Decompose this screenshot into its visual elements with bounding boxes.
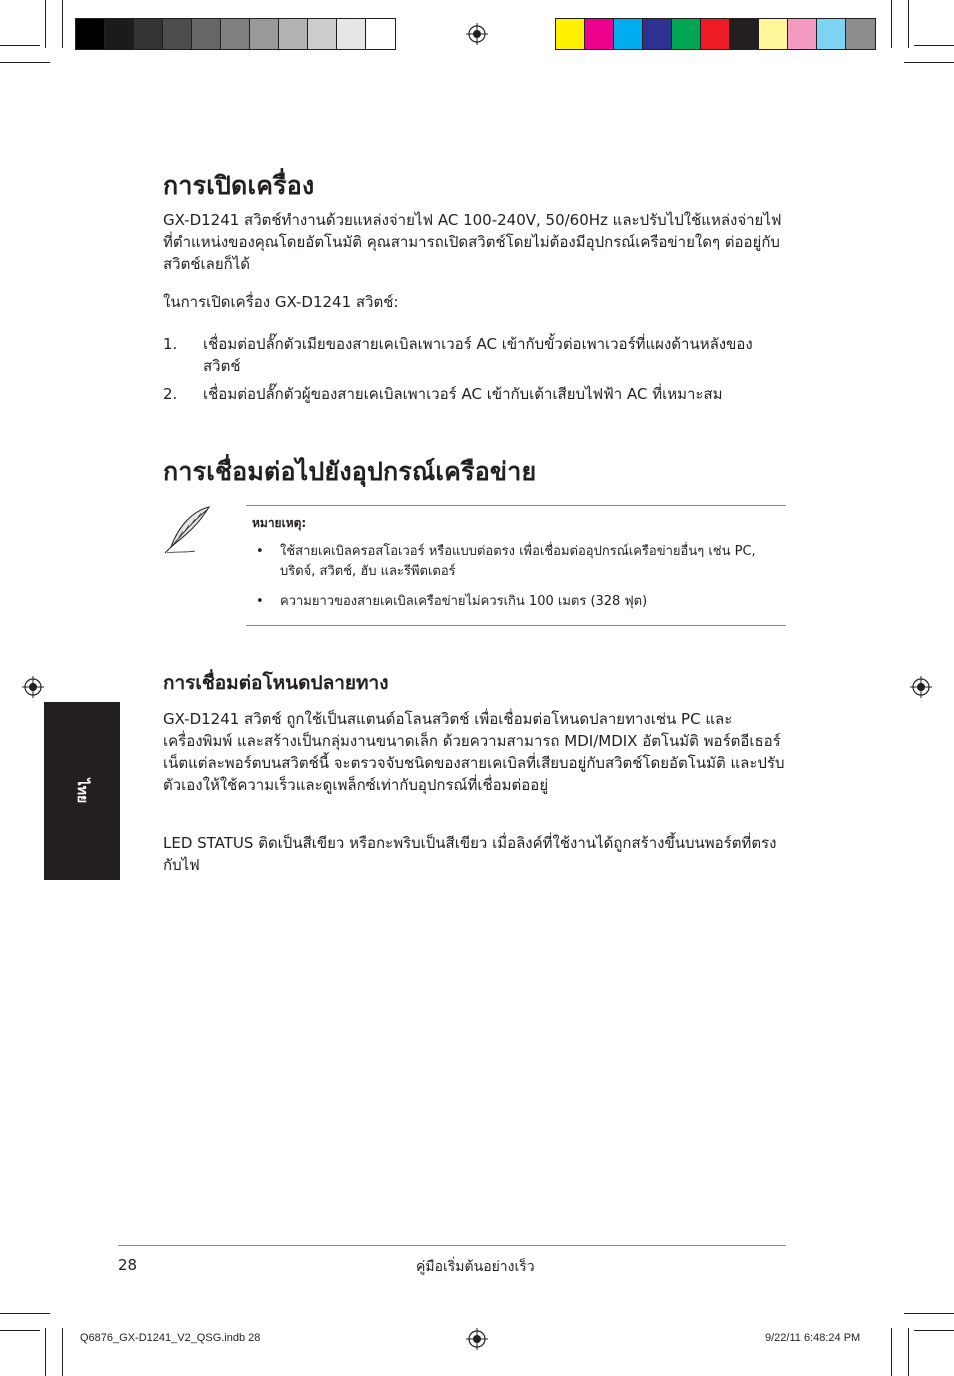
color-swatch: [672, 19, 701, 49]
crop-mark: [0, 1313, 50, 1314]
intro-paragraph: GX-D1241 สวิตช์ทำงานด้วยแหล่งจ่ายไฟ AC 100-240V, 50/60Hz และปรับไปใช้แหล่งจ่ายไฟที่ตำแหน่งของคุณโดยอัตโนมัติ คุณสามารถเปิดสวิตช์โดยไม่ต้องมีอุปกรณ์เครือข่ายใดๆ ต่ออยู่กับสวิตช์เลยก็ได้: [163, 211, 782, 273]
crop-mark: [904, 62, 954, 63]
note-item: [252, 592, 782, 612]
language-side-tab: [44, 702, 120, 880]
crop-mark: [0, 45, 40, 46]
color-swatch: [643, 19, 672, 49]
color-swatch: [337, 19, 366, 49]
power-on-intro: [163, 209, 786, 275]
crop-mark: [908, 1328, 909, 1376]
registration-mark-icon: [466, 23, 488, 45]
crop-mark: [891, 1328, 892, 1376]
crop-mark: [45, 0, 46, 48]
crop-mark: [908, 0, 909, 48]
bullet: •: [256, 594, 264, 609]
lead-paragraph: ในการเปิดเครื่อง GX-D1241 สวิตช์:: [163, 293, 399, 311]
color-swatch: [730, 19, 759, 49]
crop-mark: [0, 1330, 40, 1331]
registration-mark-icon: [22, 676, 44, 698]
registration-mark-icon: [910, 676, 932, 698]
color-swatch: [308, 19, 337, 49]
power-on-lead: [163, 291, 786, 313]
crop-mark: [904, 1313, 954, 1314]
step-number: 1.: [163, 335, 178, 353]
crop-mark: [0, 62, 50, 63]
body-paragraph: GX-D1241 สวิตช์ ถูกใช้เป็นสแตนด์อโลนสวิตช์ เพื่อเชื่อมต่อโหนดปลายทางเช่น PC และเครื่องพิมพ์ และสร้างเป็นกลุ่มงานขนาดเล็ก ด้วยความสามารถ MDI/MDIX อัตโนมัติ พอร์ตอีเธอร์เน็ตแต่ละพอร์ตบนสวิตช์นี้ จะตรวจจับชนิดของสายเคเบิลที่เสียบอยู่กับสวิตช์โดยอัตโนมัติ และปรับตัวเองให้ใช้ความเร็วและดูเพล็กซ์เท่ากับอุปกรณ์ที่เชื่อมต่ออยู่: [163, 710, 785, 794]
note-title: หมายเหตุ:: [252, 516, 307, 530]
color-swatch: [192, 19, 221, 49]
note-text: ใช้สายเคเบิลครอสโอเวอร์ หรือแบบต่อตรง เพื่อเชื่อมต่ออุปกรณ์เครือข่ายอื่นๆ เช่น PC, บริดจ์, สวิตช์, ฮับ และรีพีตเตอร์: [280, 544, 756, 579]
color-swatch: [788, 19, 817, 49]
step-text: เชื่อมต่อปลั๊กตัวผู้ของสายเคเบิลเพาเวอร์ AC เข้ากับเต้าเสียบไฟฟ้า AC ที่เหมาะสม: [203, 385, 723, 403]
crop-mark: [914, 1330, 954, 1331]
color-swatch: [846, 19, 875, 49]
color-swatch: [585, 19, 614, 49]
led-status-paragraph: [163, 832, 786, 876]
bullet: •: [256, 544, 264, 559]
grayscale-bar: [75, 18, 396, 50]
feather-pen-icon: [163, 503, 215, 555]
color-swatch: [759, 19, 788, 49]
color-swatch: [76, 19, 105, 49]
note-text: ความยาวของสายเคเบิลเครือข่ายไม่ควรเกิน 100 เมตร (328 ฟุต): [280, 594, 648, 609]
note-box: [246, 505, 786, 626]
crop-mark: [45, 1328, 46, 1376]
color-swatch: [614, 19, 643, 49]
registration-mark-icon: [466, 1328, 488, 1350]
color-swatch: [366, 19, 395, 49]
section-network: [163, 452, 786, 492]
side-tab-label: ไทย: [74, 778, 90, 804]
crop-mark: [914, 45, 954, 46]
color-swatch: [701, 19, 730, 49]
color-swatch: [279, 19, 308, 49]
note-item: [252, 542, 782, 582]
slug-file-name: Q6876_GX-D1241_V2_QSG.indb 28: [80, 1332, 261, 1344]
step-item: [163, 383, 786, 405]
footer-rule: [118, 1245, 786, 1246]
color-swatch: [556, 19, 585, 49]
color-bar: [555, 18, 876, 50]
end-nodes-paragraph: [163, 708, 786, 796]
crop-mark: [62, 1328, 63, 1376]
color-swatch: [221, 19, 250, 49]
slug-date: 9/22/11 6:48:24 PM: [765, 1332, 861, 1344]
footer-title: คู่มือเริ่มต้นอย่างเร็ว: [416, 1259, 535, 1275]
power-on-steps: [163, 333, 786, 405]
color-swatch: [134, 19, 163, 49]
step-number: 2.: [163, 385, 178, 403]
page-number: 28: [118, 1256, 138, 1274]
subsection-end-nodes: [163, 668, 786, 698]
color-swatch: [250, 19, 279, 49]
crop-mark: [62, 0, 63, 48]
subsection-title: การเชื่อมต่อโหนดปลายทาง: [163, 672, 389, 694]
section-power-on: [163, 166, 786, 206]
color-swatch: [105, 19, 134, 49]
step-item: [163, 333, 786, 377]
step-text: เชื่อมต่อปลั๊กตัวเมียของสายเคเบิลเพาเวอร์ AC เข้ากับขั้วต่อเพาเวอร์ที่แผงด้านหลังของสวิตช์: [203, 335, 753, 375]
body-paragraph: LED STATUS ติดเป็นสีเขียว หรือกะพริบเป็นสีเขียว เมื่อลิงค์ที่ใช้งานได้ถูกสร้างขึ้นบนพอร์ตที่ตรงกับไฟ: [163, 834, 777, 874]
crop-mark: [891, 0, 892, 48]
color-swatch: [817, 19, 846, 49]
section-title: การเปิดเครื่อง: [163, 171, 315, 200]
section-title: การเชื่อมต่อไปยังอุปกรณ์เครือข่าย: [163, 457, 537, 486]
color-swatch: [163, 19, 192, 49]
